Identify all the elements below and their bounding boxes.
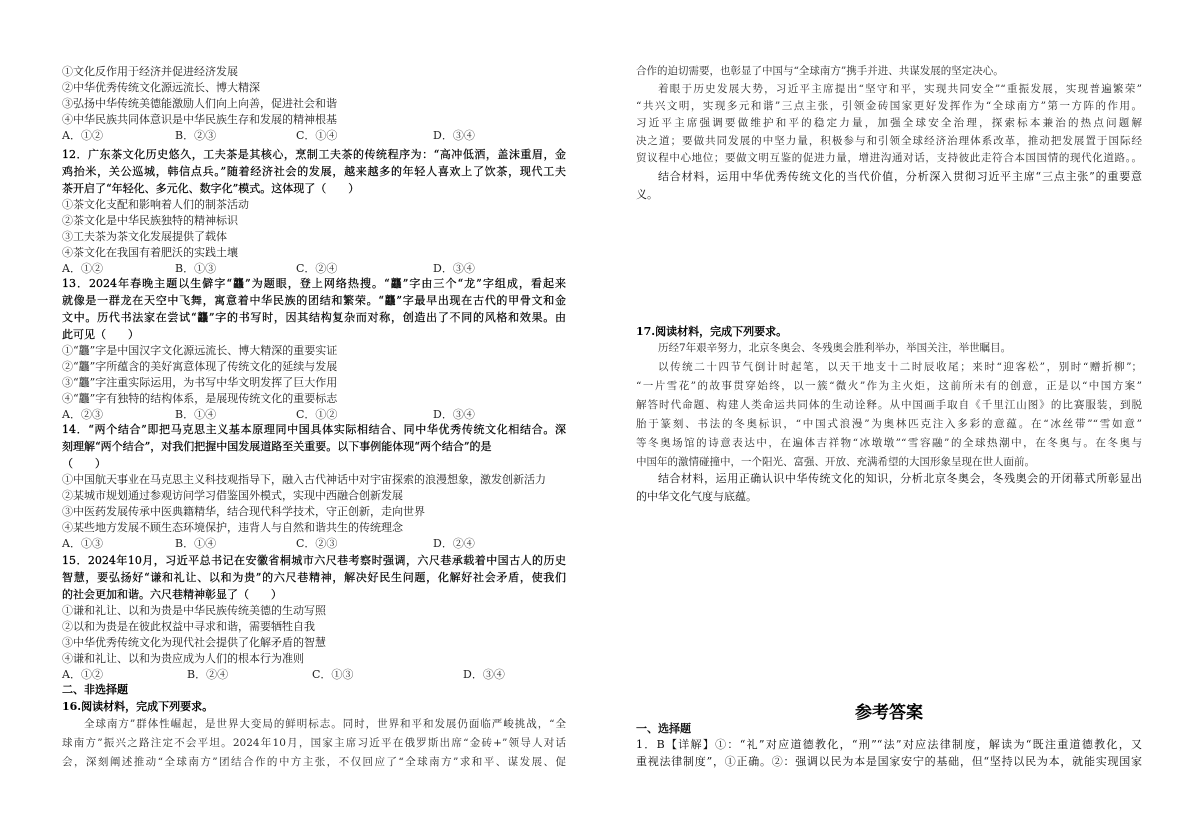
answer-line: 重视法律制度”，①正确。②：强调以民为本是国家安宁的基础，但“坚持以民为本，就能实现国家	[636, 754, 1142, 768]
q12-statement: ②茶文化是中华民族独特的精神标识	[62, 213, 238, 227]
answer-key-block	[636, 721, 1142, 771]
q15-statement: ①谦和礼让、以和为贵是中华民族传统美德的生动写照	[62, 603, 326, 617]
q17-heading-block	[636, 323, 1142, 340]
answer-line: 1．B【详解】①：“礼”对应道德教化，“刑”“法”对应法律制度，解读为“既注重道德教化，又	[636, 738, 1142, 751]
q13-block	[62, 275, 566, 423]
q11-statement: ②中华优秀传统文化源远流长、博大精深	[62, 81, 260, 94]
q13-stem-line: 文中。历代书法家在尝试“龘”字的书写时，因其结构复杂而对称，创造出了不同的风格和效果。由	[62, 310, 566, 324]
q15-choice-a: A．①②	[62, 667, 103, 681]
q15-statement: ④谦和礼让、以和为贵应成为人们的根本行为准则	[62, 651, 304, 665]
q17-material-line: 解答时代命题、构建人类命运共同体的生动诠释。从中国画手取自《千里江山图》的比赛服装，到脱	[636, 398, 1142, 411]
q14-stem-line: 刻理解“两个结合”，对我们把握中国发展道路至关重要。以下事例能体现“两个结合”的是	[62, 439, 492, 453]
q17-material-line: 以传统二十四节气倒计时起笔，以天干地支十二时辰收尾；来时“迎客松”，别时“赠折柳”；	[658, 360, 1142, 373]
q14-block	[62, 421, 566, 552]
q14-choice-b: B．①④	[175, 536, 217, 550]
q11-statement: ③弘扬中华传统美德能激励人们向上向善，促进社会和谐	[62, 97, 337, 110]
q15-statement: ②以和为贵是在彼此权益中寻求和谐，需要牺牲自我	[62, 619, 315, 633]
q12-statement: ①茶文化支配和影响着人们的制茶活动	[62, 197, 249, 211]
q12-choice-c: C．②④	[296, 261, 338, 275]
q13-choice-b: B．①④	[175, 407, 217, 421]
q15-choice-c: C．①③	[312, 667, 354, 681]
q11-statement: ①文化反作用于经济并促进经济发展	[62, 65, 238, 78]
q11-choice-b: B．②③	[175, 129, 217, 142]
q16-material-right	[636, 63, 1142, 167]
q15-stem-line: 智慧，要弘扬好“谦和礼让、以和为贵”的六尺巷精神，解决好民生问题，化解好社会矛盾，使我们	[62, 570, 566, 584]
q17-material-line: 中国年的激情碰撞中，一个阳光、富强、开放、充满希望的大国形象呈现在世人面前。	[636, 455, 1035, 468]
answer-key-title: 参考答案	[855, 703, 923, 723]
q15-stem	[62, 552, 566, 603]
q12-statements	[62, 197, 566, 261]
section-two-heading-block	[62, 681, 566, 715]
q13-statement: ①“龘”字是中国汉字文化源远流长、博大精深的重要实证	[62, 343, 338, 357]
q11-choice-c: C．①④	[296, 129, 338, 142]
q17-task-line: 的中华文化气度与底蕴。	[636, 490, 757, 503]
q12-block	[62, 146, 566, 277]
q17-material-line: 胎于篆刻、书法的冬奥标识，“中国式浪漫”为奥林匹克注入多彩的意蕴。在“冰丝带”“雪如意”	[636, 417, 1142, 430]
q13-statement: ③“龘”字注重实际运用，为书写中华文明发挥了巨大作用	[62, 375, 338, 389]
q16-task-line: 结合材料，运用中华优秀传统文化的当代价值，分析深入贯彻习近平主席“三点主张”的重要意	[658, 170, 1142, 183]
q13-statement: ②“龘”字所蕴含的美好寓意体现了传统文化的延续与发展	[62, 359, 338, 373]
q11-statement: ④中华民族共同体意识是中华民族生存和发展的精神根基	[62, 113, 337, 126]
q13-choice-c: C．①②	[296, 407, 338, 421]
q17-material-line: “一片雪花”的故事贯穿始终，以一簇“微火”作为主火炬，这前所未有的创意，正是以“中国方案”	[636, 379, 1142, 392]
q12-choice-d: D．③④	[433, 261, 475, 275]
q13-choice-a: A．②③	[62, 407, 103, 421]
q16-material-line: 会，深刻阐述推动“全球南方”团结合作的中方主张，不仅回应了“全球南方”求和平、谋发展、促	[62, 755, 566, 768]
q13-statements	[62, 343, 566, 407]
q16-material-left	[62, 715, 566, 772]
q17-task-line: 结合材料，运用正确认识中华传统文化的知识，分析北京冬奥会，冬残奥会的开闭幕式所彰显出	[658, 472, 1142, 485]
q12-statement: ④茶文化在我国有着肥沃的实践土壤	[62, 245, 238, 259]
answer-key-section: 一、选择题	[636, 721, 691, 735]
q12-statement: ③工夫茶为茶文化发展提供了载体	[62, 229, 227, 243]
q16-material-line: 全球南方”群体性崛起，是世界大变局的鲜明标志。同时，世界和平和发展仍面临严峻挑战，“全	[84, 717, 566, 730]
q16-material-line: 决之道；要做共同发展的中坚力量，积极参与和引领全球经济治理体系改革，推动把发展置于国际经	[636, 134, 1142, 147]
q13-stem-line: 此可见（ ）	[62, 327, 139, 341]
q11-choice-a: A．①②	[62, 129, 103, 142]
q16-material-line: “共兴文明，实现多元和谐”三点主张，引领金砖国家更好发挥作为“全球南方”第一方阵的作用。	[636, 99, 1142, 112]
q15-block	[62, 552, 566, 683]
q16-material-line: 习近平主席强调要做维护和平的稳定力量，加强全球安全治理，探索标本兼治的热点问题解	[636, 117, 1142, 130]
q11-choice-d: D．③④	[433, 129, 475, 142]
q12-stem-line: 茶开启了“年轻化、多元化、数字化”模式。这体现了（ ）	[62, 181, 360, 195]
q16-material-line: 球南方”振兴之路注定不会平坦。2024年10月，国家主席习近平在俄罗斯出席“金砖+”领导人对话	[62, 736, 566, 749]
q11-block	[62, 64, 566, 144]
q15-statement: ③中华优秀传统文化为现代社会提供了化解矛盾的智慧	[62, 635, 326, 649]
q13-statement: ④“龘”字有独特的结构体系，是展现传统文化的重要标志	[62, 391, 338, 405]
q12-stem	[62, 146, 566, 197]
section-two-heading: 二、非选择题	[62, 682, 128, 696]
q16-heading: 16.阅读材料，完成下列要求。	[62, 699, 214, 713]
q11-choices	[62, 128, 566, 144]
q17-task	[636, 470, 1142, 506]
q17-heading: 17.阅读材料，完成下列要求。	[636, 324, 788, 338]
q14-stem-line: （ ）	[62, 456, 106, 470]
q14-statement: ④某些地方发展不顾生态环境保护，违背人与自然和谐共生的传统理念	[62, 520, 403, 534]
q14-choice-a: A．①③	[62, 536, 103, 550]
q16-material-line: 着眼于历史发展大势，习近平主席提出“坚守和平，实现共同安全”“重振发展，实现普遍繁荣”	[658, 82, 1142, 95]
q13-choice-d: D．③④	[433, 407, 475, 421]
q16-material-line: 贸议程中心地位；要做文明互鉴的促进力量，增进沟通对话，支持彼此走符合本国国情的现代化道路。。	[636, 151, 1142, 164]
q17-material	[636, 339, 1142, 472]
q14-statement: ③中医药发展传承中医典籍精华，结合现代科学技术，守正创新，走向世界	[62, 504, 425, 518]
q17-material-line: 历经7年艰辛努力，北京冬奥会、冬残奥会胜利举办，举国关注，举世瞩目。	[658, 341, 1012, 354]
q14-statements	[62, 472, 566, 536]
q14-stem-line: 14．“两个结合”即把马克思主义基本原理同中国具体实际相结合、同中华优秀传统文化相结合。深	[62, 422, 566, 436]
q14-choices	[62, 536, 566, 552]
q13-stem-line: 就像是一群龙在天空中飞舞，寓意着中华民族的团结和繁荣。“龘”字最早出现在古代的甲骨文和金	[62, 293, 566, 307]
q13-stem	[62, 275, 566, 343]
q14-choice-d: D．②④	[433, 536, 475, 550]
q14-statement: ②某城市规划通过参观访问学习借鉴国外模式，实现中西融合创新发展	[62, 488, 403, 502]
q12-stem-line: 鸡抬米，关公巡城，韩信点兵。”随着经济社会的发展，越来越多的年轻人喜欢上了饮茶，现代工夫	[62, 164, 566, 178]
q15-choice-b: B．②④	[187, 667, 229, 681]
q15-choice-d: D．③④	[463, 667, 505, 681]
q15-stem-line: 的社会更加和谐。六尺巷精神彰显了（ ）	[62, 587, 282, 601]
q14-choice-c: C．②③	[296, 536, 338, 550]
q12-choice-a: A．①②	[62, 261, 103, 275]
q14-statement: ①中国航天事业在马克思主义科技观指导下，融入古代神话中对宇宙探索的浪漫想象，激发创新活力	[62, 472, 546, 486]
q14-stem	[62, 421, 566, 472]
q16-task	[636, 168, 1142, 204]
q13-stem-line: 13．2024年春晚主题以生僻字“龘”为题眼，登上网络热搜。“龘”字由三个“龙”字组成，看起来	[62, 276, 566, 290]
q12-stem-line: 12．广东茶文化历史悠久，工夫茶是其核心，烹制工夫茶的传统程序为：“高冲低洒，盖沫重眉，金	[62, 147, 566, 161]
q15-statements	[62, 603, 566, 667]
q15-stem-line: 15．2024年10月，习近平总书记在安徽省桐城市六尺巷考察时强调，六尺巷承载着中国古人的历史	[62, 553, 566, 567]
q17-material-line: 等冬奥场馆的诗意表达中，在遍体吉祥物“冰墩墩”“雪容融”的全球热潮中，在冬奥与。在冬奥与	[636, 436, 1142, 449]
q16-task-line: 义。	[636, 188, 658, 201]
q16-material-line: 合作的迫切需要，也彰显了中国与“全球南方”携手并进、共谋发展的坚定决心。	[636, 65, 1004, 78]
q12-choice-b: B．①③	[175, 261, 217, 275]
